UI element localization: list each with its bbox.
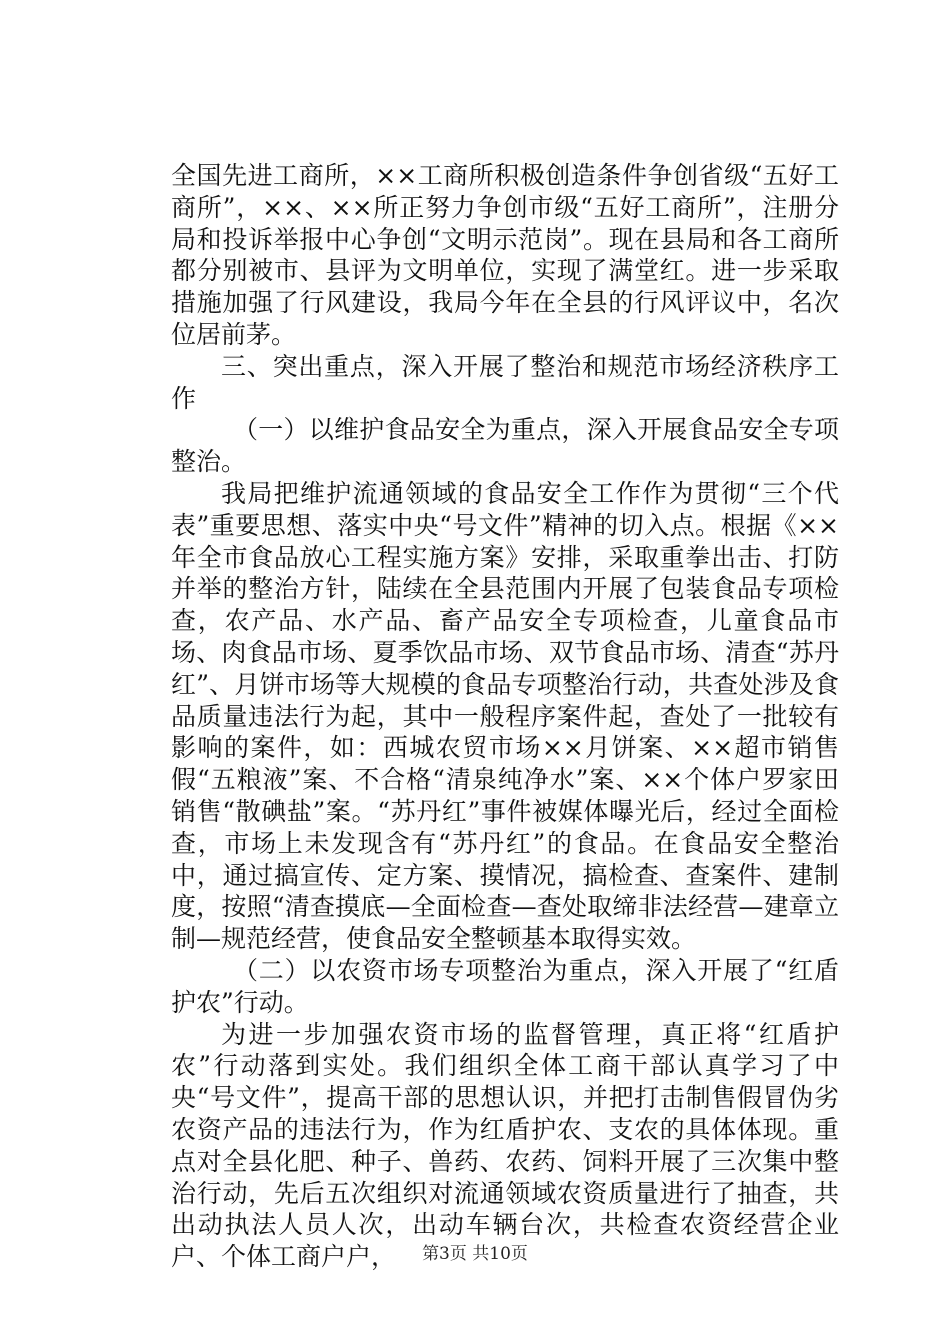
section-heading-3: 三、突出重点，深入开展了整治和规范市场经济秩序工作 <box>171 351 839 413</box>
paragraph-agri-market: 为进一步加强农资市场的监督管理，真正将“红盾护农”行动落到实处。我们组织全体工商干部认真学习了中央“号文件”，提高干部的思想认识，并把打击制售假冒伪劣农资产品的违法行为，作为红盾护农、支农的具体体现。重点对全县化肥、种子、兽药、农药、饲料开展了三次集中整治行动，先后五次组织对流通领域农资质量进行了抽查，共出动执法人员人次，出动车辆台次，共检查农资经营企业户、个体工商户户， <box>171 1019 839 1272</box>
subsection-heading-1: （一）以维护食品安全为重点，深入开展食品安全专项整治。 <box>171 415 839 477</box>
page-number-footer: 第3页 共10页 <box>422 1244 528 1264</box>
subsection-heading-2: （二）以农资市场专项整治为重点，深入开展了“红盾护农”行动。 <box>171 955 839 1017</box>
document-body <box>171 160 839 1273</box>
paragraph-continuation: 全国先进工商所，××工商所积极创造条件争创省级“五好工商所”，××、××所正努力争创市级“五好工商所”，注册分局和投诉举报中心争创“文明示范岗”。现在县局和各工商所都分别被市、县评为文明单位，实现了满堂红。进一步采取措施加强了行风建设，我局今年在全县的行风评议中，名次位居前茅。 <box>171 161 839 349</box>
paragraph-food-safety: 我局把维护流通领域的食品安全工作作为贯彻“三个代表”重要思想、落实中央“号文件”精神的切入点。根据《××年全市食品放心工程实施方案》安排，采取重拳出击、打防并举的整治方针，陆续在全县范围内开展了包装食品专项检查，农产品、水产品、畜产品安全专项检查，儿童食品市场、肉食品市场、夏季饮品市场、双节食品市场、清查“苏丹红”、月饼市场等大规模的食品专项整治行动，共查处涉及食品质量违法行为起，其中一般程序案件起，查处了一批较有影响的案件，如：西城农贸市场××月饼案、××超市销售假“五粮液”案、不合格“清泉纯净水”案、××个体户罗家田销售“散碘盐”案。“苏丹红”事件被媒体曝光后，经过全面检查，市场上未发现含有“苏丹红”的食品。在食品安全整治中，通过搞宣传、定方案、摸情况，搞检查、查案件、建制度，按照“清查摸底—全面检查—查处取缔非法经营—建章立制—规范经营，使食品安全整顿基本取得实效。 <box>171 478 839 954</box>
